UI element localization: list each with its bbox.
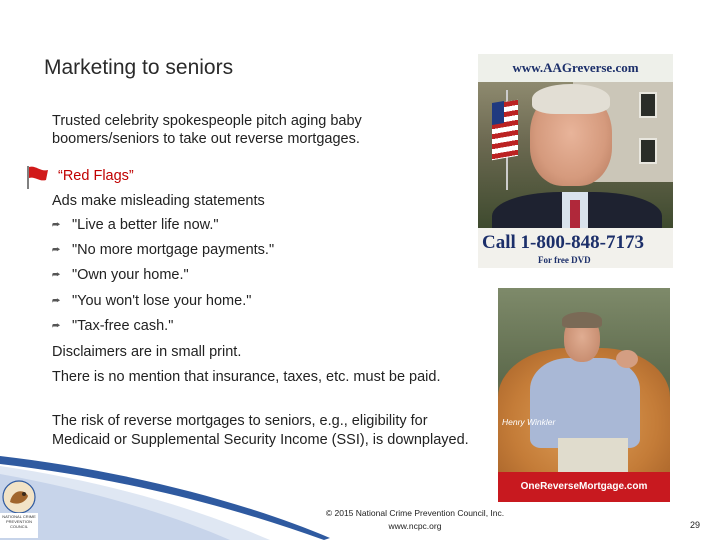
spokesman-hand — [616, 350, 638, 368]
bullet-icon: ⮫ — [52, 295, 61, 306]
copyright — [300, 507, 530, 533]
aag-ad-image — [478, 54, 673, 268]
ad2-spokesman-name: Henry Winkler — [502, 417, 556, 427]
bullet-icon: ⮫ — [52, 220, 61, 230]
red-flag-icon — [24, 164, 50, 190]
ad2-url: OneReverseMortgage.com — [520, 481, 648, 492]
ad1-banner — [478, 54, 673, 82]
insurance-text: There is no mention that insurance, taxes, etc. must be paid. — [52, 369, 441, 385]
ncpc-logo-icon — [0, 480, 38, 538]
ad1-url: www.AAGreverse.com — [512, 60, 639, 75]
ad2-photo — [498, 288, 670, 472]
list-item — [52, 318, 312, 343]
quote-text: "Live a better life now." — [72, 217, 219, 233]
list-item — [52, 217, 312, 242]
list-item — [52, 267, 312, 292]
page-number: 29 — [690, 520, 701, 530]
risk-text: The risk of reverse mortgages to seniors, e.g., eligibility for Medicaid or Supplemental Security Income (SSI), is downplayed. — [52, 413, 469, 449]
copyright-line: © 2015 National Crime Prevention Council, Inc. — [325, 508, 505, 518]
bullet-icon: ⮫ — [52, 245, 61, 256]
spokesman-shirt — [530, 358, 640, 448]
quote-text: "No more mortgage payments." — [72, 242, 275, 259]
red-flags-label: “Red Flags” — [58, 168, 134, 184]
quote-text: "You won't lose your home." — [72, 292, 252, 309]
list-item — [52, 242, 312, 267]
bullet-icon: ⮫ — [52, 320, 61, 331]
quote-text: "Own your home." — [72, 267, 189, 284]
disclaimer-text: Disclaimers are in small print. — [52, 344, 242, 360]
ad1-dvd: For free DVD — [538, 255, 591, 265]
list-item — [52, 293, 312, 318]
ad1-phone: Call 1-800-848-7173 — [482, 232, 645, 253]
bullet-icon: ⮫ — [52, 270, 61, 281]
intro-text: Trusted celebrity spokespeople pitch aging baby boomers/seniors to take out reverse mortgages. — [52, 113, 362, 147]
logo-text: NATIONAL CRIME PREVENTION COUNCIL — [2, 514, 36, 529]
quote-text: "Tax-free cash." — [72, 317, 174, 334]
ad1-phone-banner — [478, 228, 673, 268]
slide-title: Marketing to seniors — [44, 56, 234, 79]
quote-list — [52, 217, 312, 343]
ads-statement: Ads make misleading statements — [52, 193, 265, 209]
ad1-photo — [478, 82, 673, 228]
website-link[interactable]: www.ncpc.org — [388, 521, 442, 531]
